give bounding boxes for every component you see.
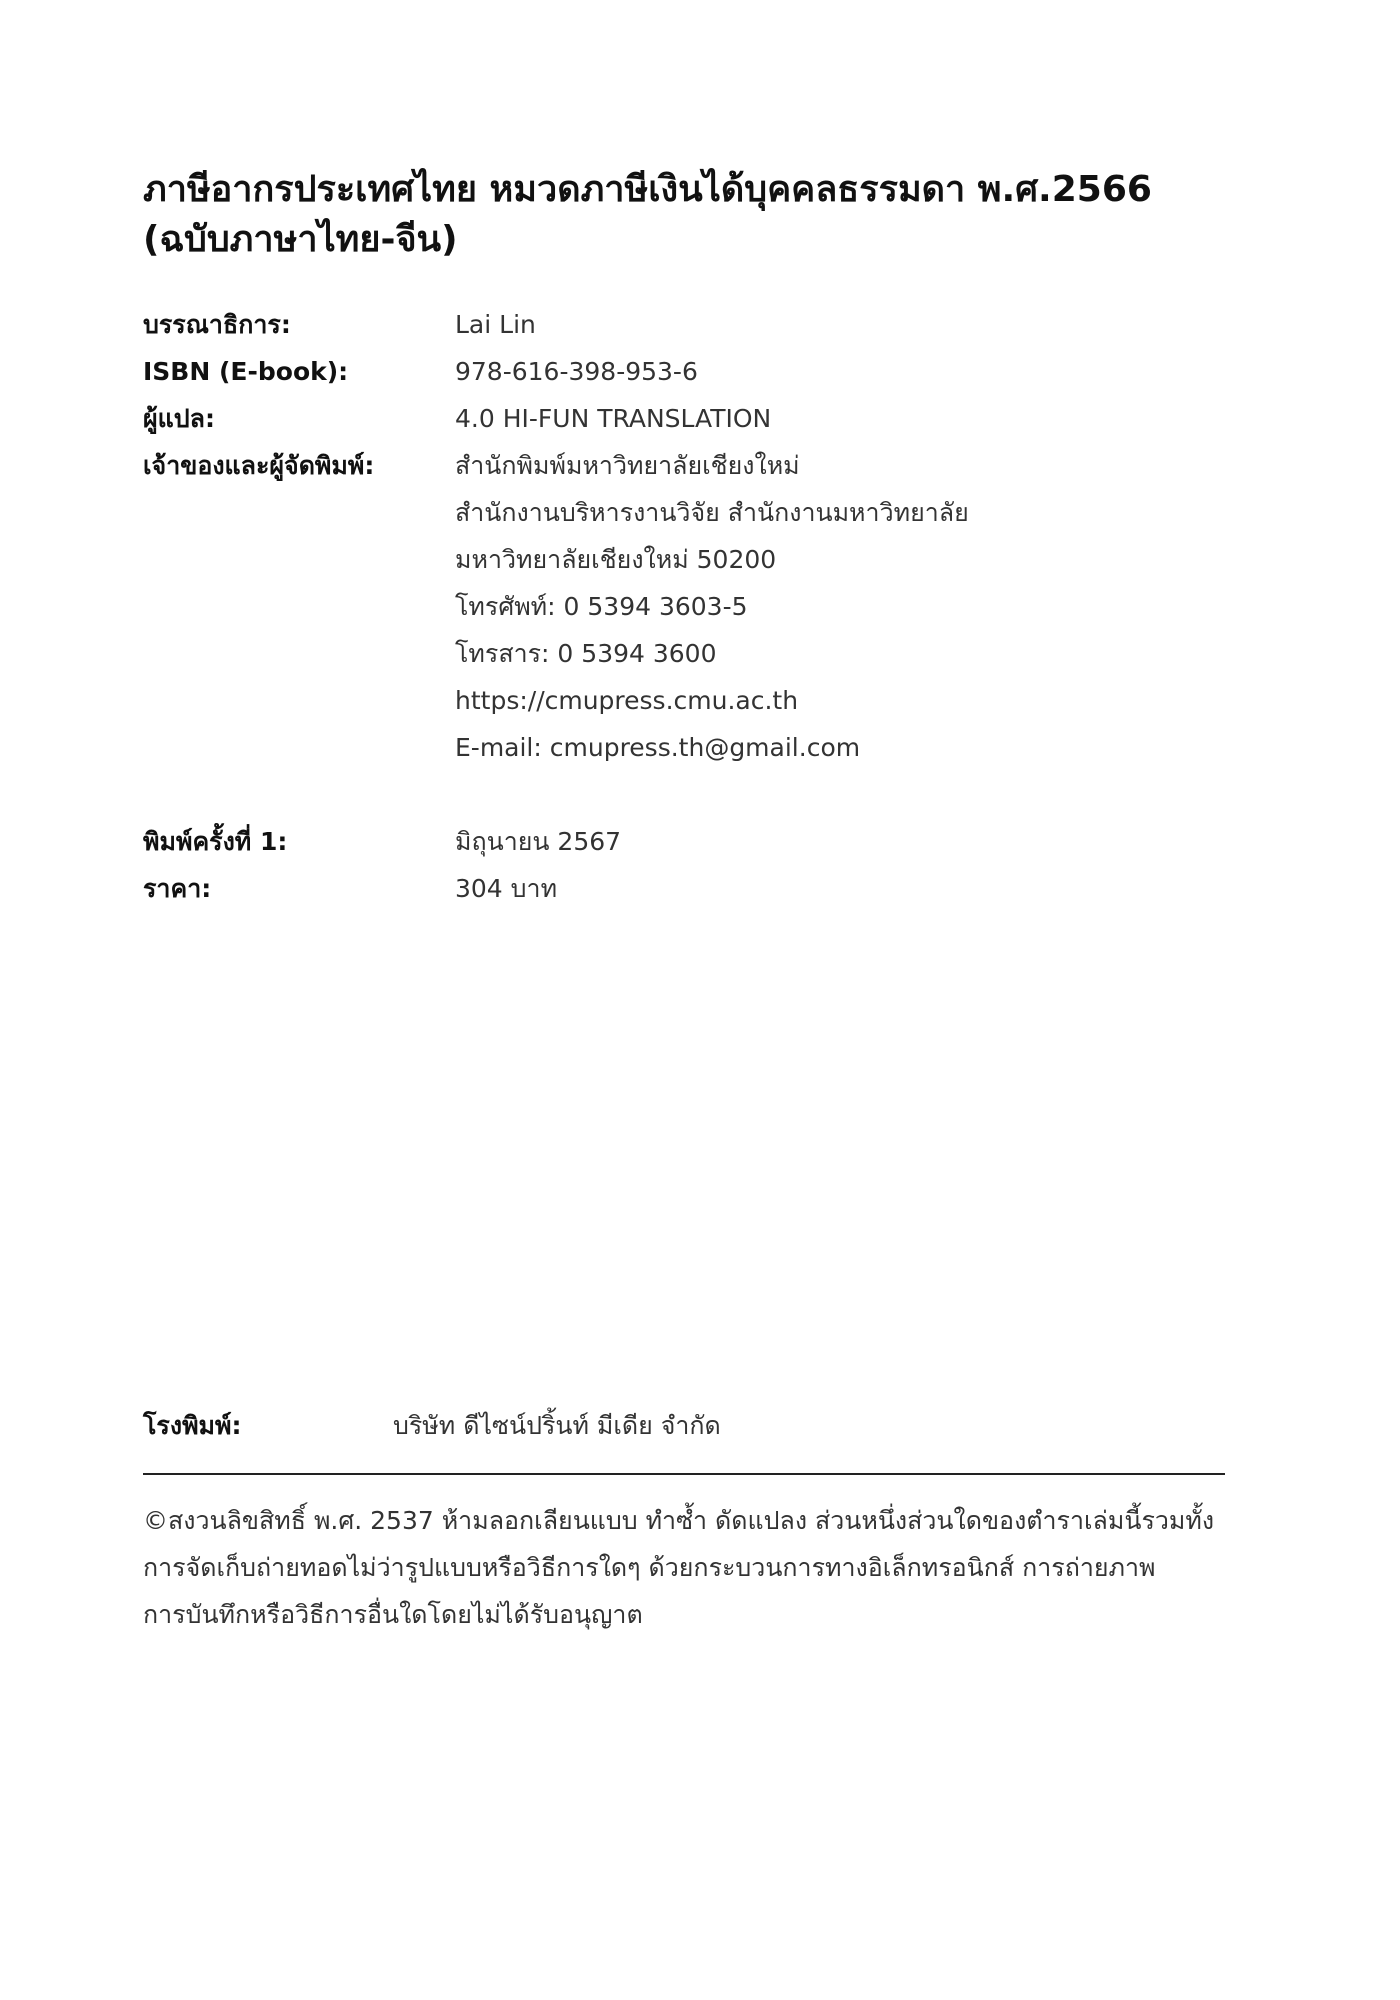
publisher-label: เจ้าของและผู้จัดพิมพ์: — [143, 451, 375, 480]
translator-value: 4.0 HI-FUN TRANSLATION — [455, 404, 772, 433]
publisher-row — [143, 442, 1263, 771]
publisher-name: สำนักพิมพ์มหาวิทยาลัยเชียงใหม่ — [455, 451, 800, 480]
isbn-row — [143, 348, 1263, 395]
divider-line — [143, 1473, 1225, 1475]
printer-label: โรงพิมพ์: — [143, 1411, 242, 1440]
book-details — [143, 301, 1263, 771]
publisher-website: https://cmupress.cmu.ac.th — [455, 686, 799, 715]
copyright-notice — [143, 1497, 1233, 1638]
book-title-line-2: (ฉบับภาษาไทย-จีน) — [143, 219, 458, 260]
translator-row — [143, 395, 1263, 442]
editor-value: Lai Lin — [455, 310, 536, 339]
price-row — [143, 865, 1263, 912]
printer-row — [143, 1402, 721, 1449]
copyright-line: การจัดเก็บถ่ายทอดไม่ว่ารูปแบบหรือวิธีการใดๆ ด้วยกระบวนการทางอิเล็กทรอนิกส์ การถ่ายภาพ — [143, 1553, 1156, 1582]
publisher-fax: โทรสาร: 0 5394 3600 — [455, 639, 717, 668]
publisher-office: สำนักงานบริหารงานวิจัย สำนักงานมหาวิทยาลัย — [455, 498, 969, 527]
book-title-line-1: ภาษีอากรประเทศไทย หมวดภาษีเงินได้บุคคลธรรมดา พ.ศ.2566 — [143, 169, 1152, 210]
translator-label: ผู้แปล: — [143, 404, 215, 433]
isbn-label: ISBN (E-book): — [143, 357, 349, 386]
copyright-line: การบันทึกหรือวิธีการอื่นใดโดยไม่ได้รับอนุญาต — [143, 1600, 643, 1629]
editor-label: บรรณาธิการ: — [143, 310, 291, 339]
copyright-line: ©สงวนลิขสิทธิ์ พ.ศ. 2537 ห้ามลอกเลียนแบบ ทำซ้ำ ดัดแปลง ส่วนหนึ่งส่วนใดของตำราเล่มนี้รวมทั้ง — [143, 1506, 1215, 1535]
edition-value: มิถุนายน 2567 — [455, 827, 622, 856]
edition-label: พิมพ์ครั้งที่ 1: — [143, 827, 288, 856]
price-label: ราคา: — [143, 874, 212, 903]
book-title — [143, 165, 1263, 265]
publisher-city: มหาวิทยาลัยเชียงใหม่ 50200 — [455, 545, 777, 574]
publisher-email: E-mail: cmupress.th@gmail.com — [455, 733, 861, 762]
printer-value: บริษัท ดีไซน์ปริ้นท์ มีเดีย จำกัด — [393, 1411, 721, 1440]
edition-details — [143, 818, 1263, 912]
publisher-address — [455, 442, 969, 771]
price-value: 304 บาท — [455, 874, 558, 903]
editor-row — [143, 301, 1263, 348]
edition-row — [143, 818, 1263, 865]
publisher-phone: โทรศัพท์: 0 5394 3603-5 — [455, 592, 748, 621]
isbn-value: 978-616-398-953-6 — [455, 357, 698, 386]
